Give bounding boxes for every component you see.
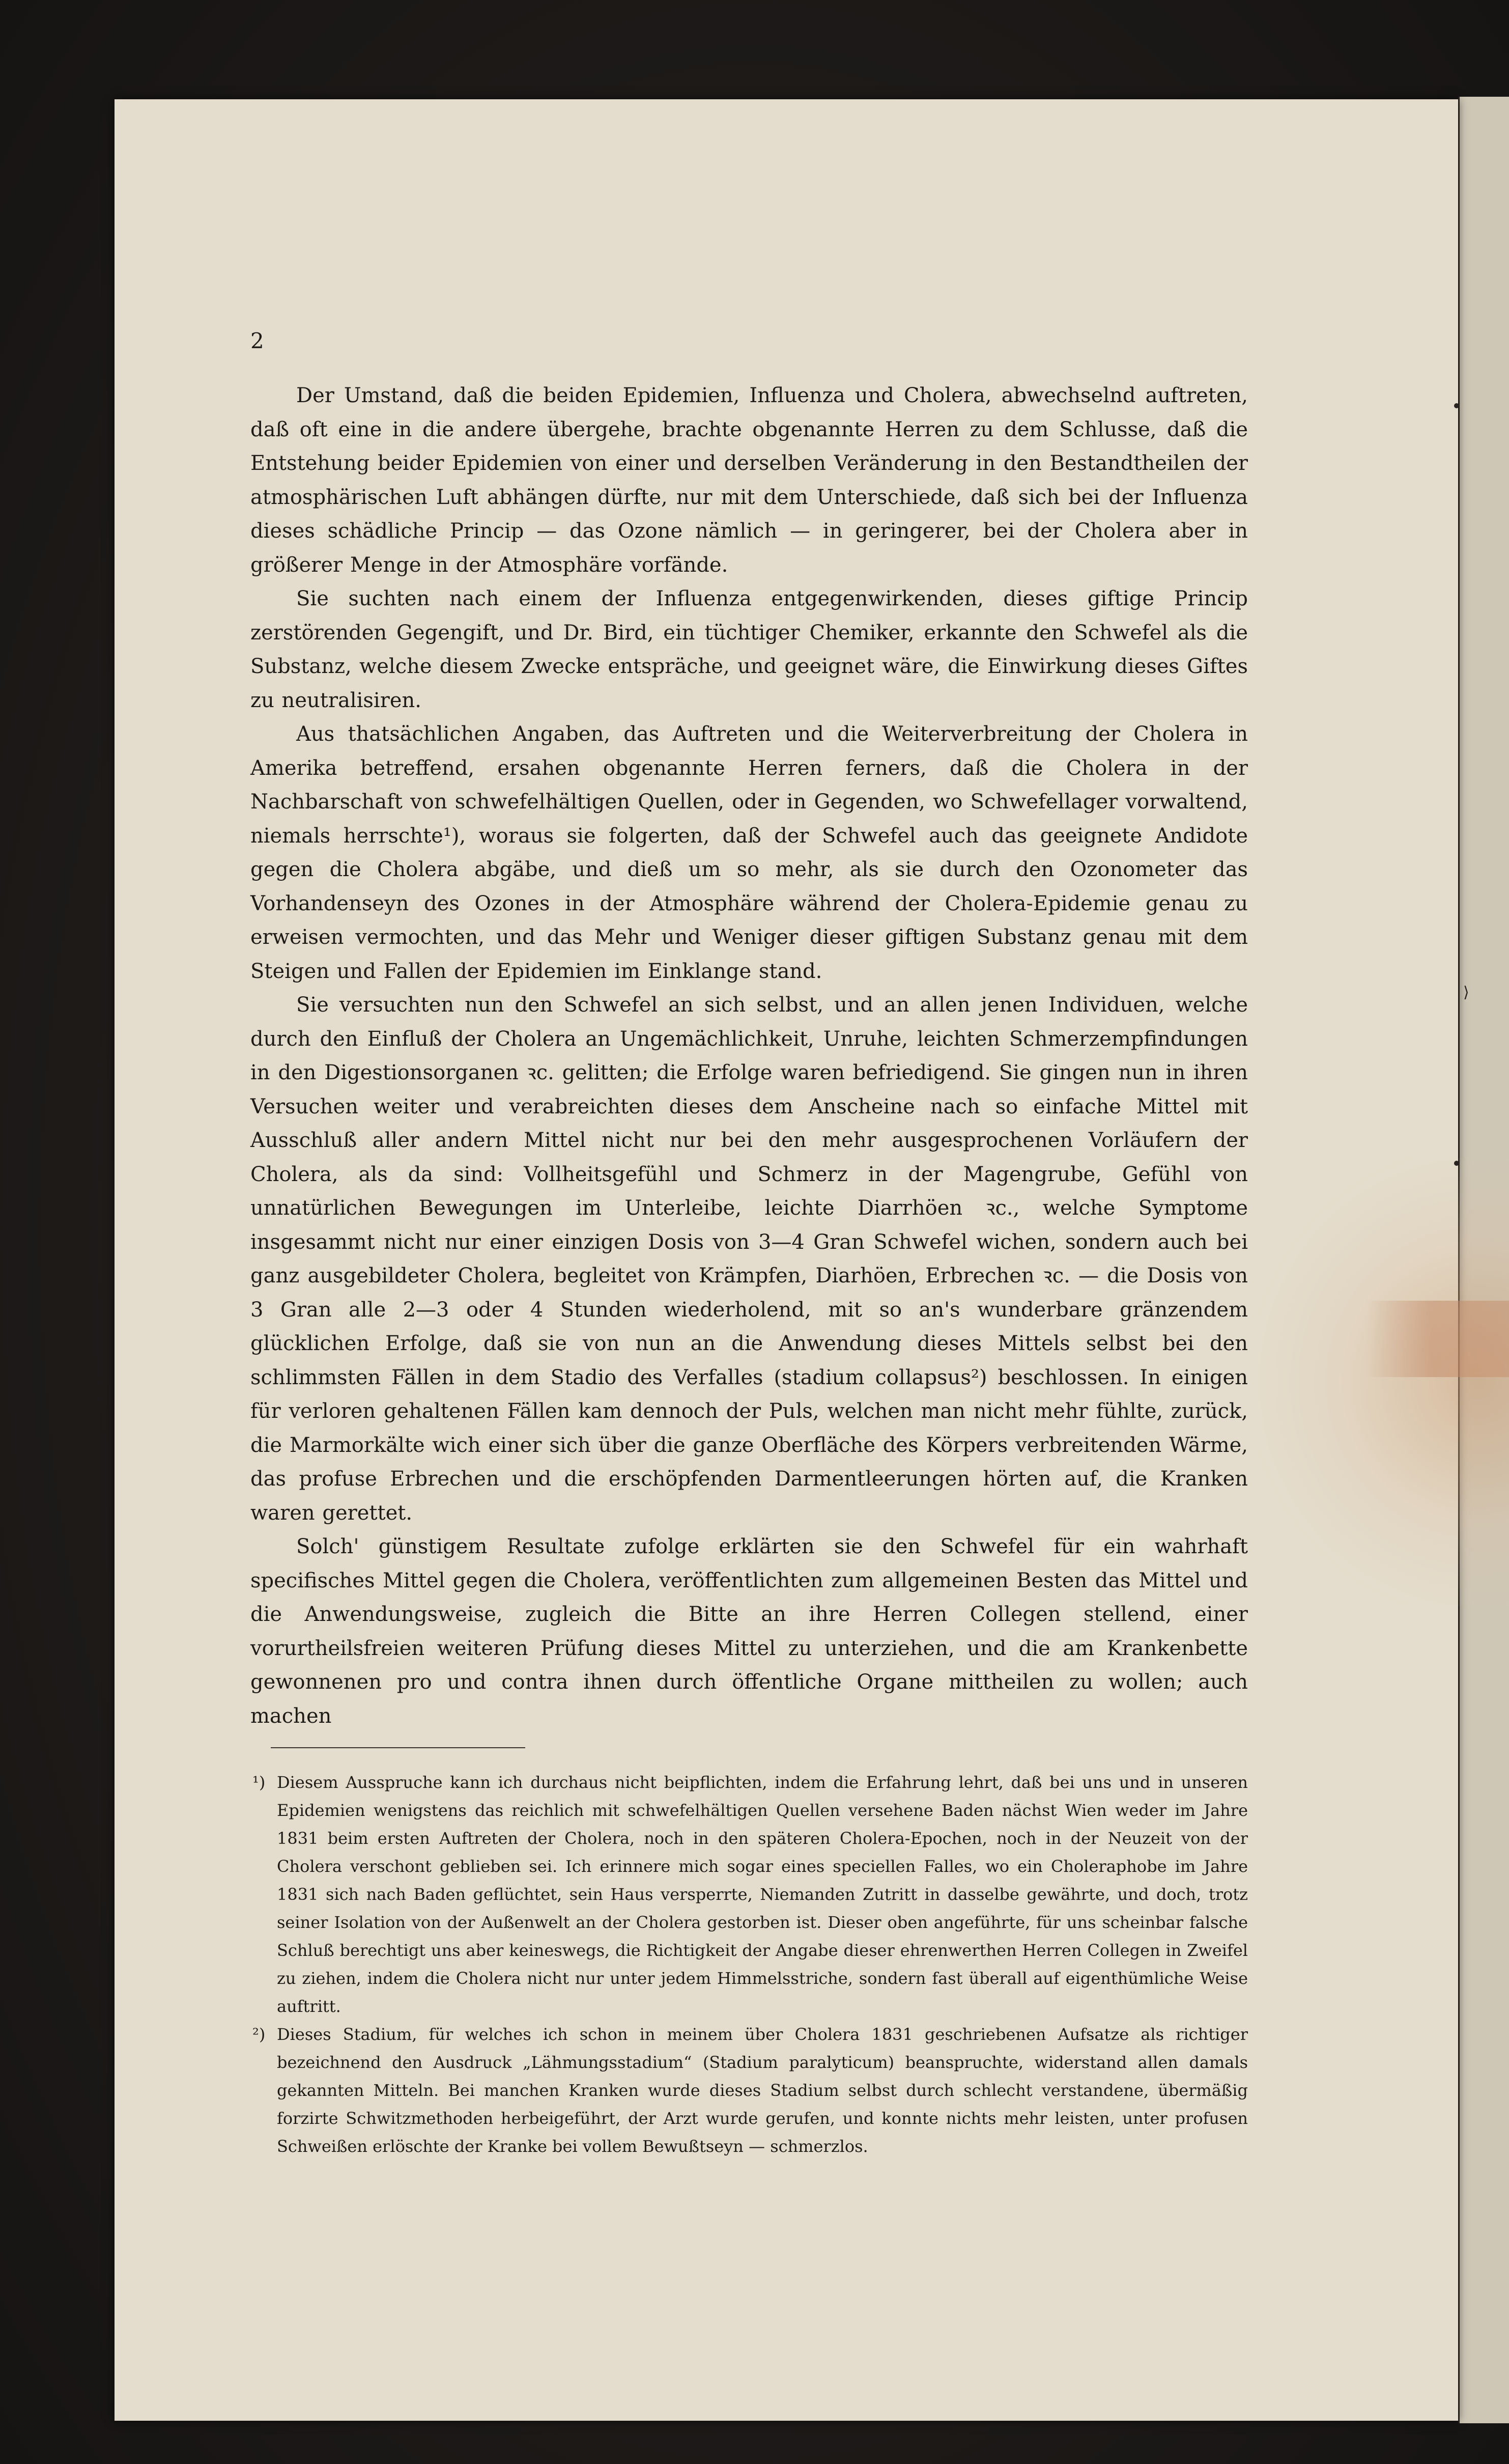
- footnote-divider: [271, 1747, 525, 1748]
- water-stain: [1260, 1158, 1509, 1606]
- paragraph-4: Sie versuchten nun den Schwefel an sich selbst, und an allen jenen Individuen, welche durch den Einfluß der Cholera an Ungemächlichkeit, Unruhe, leichten Schmerzempfindungen in den Digestionsorganen ꝛc. gelitten; die Erfolge waren befriedigend. Sie gingen nun in ihren Versuchen weiter und verabreichten dieses dem Anscheine nach so einfache Mittel mit Ausschluß aller andern Mittel nicht nur bei den mehr ausgesprochenen Vorläufern der Cholera, als da sind: Vollheitsgefühl und Schmerz in der Magengrube, Gefühl von unnatürlichen Bewegungen im Unterleibe, leichte Diarrhöen ꝛc., welche Symptome insgesammt nicht nur einer einzigen Dosis von 3—4 Gran Schwefel wichen, sondern auch bei ganz ausgebildeter Cholera, begleitet von Krämpfen, Diarhöen, Erbrechen ꝛc. — die Dosis von 3 Gran alle 2—3 oder 4 Stunden wiederholend, mit so an's wunderbare gränzendem glücklichen Erfolge, daß sie von nun an die Anwendung dieses Mittels selbst bei den schlimmsten Fällen in dem Stadio des Verfalles (stadium collapsus²) beschlossen. In einigen für verloren gehaltenen Fällen kam dennoch der Puls, welchen man nicht mehr fühlte, zurück, die Marmorkälte wich einer sich über die ganze Oberfläche des Körpers verbreitenden Wärme, das profuse Erbrechen und die erschöpfenden Darmentleerungen hörten auf, die Kranken waren gerettet.: [250, 993, 1248, 1525]
- paragraph-2: Sie suchten nach einem der Influenza entgegenwirkenden, dieses giftige Princip zerstörenden Gegengift, und Dr. Bird, ein tüchtiger Chemiker, erkannte den Schwefel als die Substanz, welche diesem Zwecke entspräche, und geeignet wäre, die Einwirkung dieses Giftes zu neutralisiren.: [250, 587, 1248, 712]
- paragraph-1: Der Umstand, daß die beiden Epidemien, Influenza und Cholera, abwechselnd auftreten, daß oft eine in die andere übergehe, brachte obgenannte Herren zu dem Schlusse, daß die Entstehung beider Epidemien von einer und derselben Veränderung in den Bestandtheilen der atmosphärischen Luft abhängen dürfte, nur mit dem Unterschiede, daß sich bei der Influenza dieses schädliche Princip — das Ozone nämlich — in geringerer, bei der Cholera aber in größerer Menge in der Atmosphäre vorfände.: [250, 384, 1248, 577]
- paragraph-3: Aus thatsächlichen Angaben, das Auftreten und die Weiterverbreitung der Cholera in Amerika betreffend, ersahen obgenannte Herren ferners, daß die Cholera in der Nachbarschaft von schwefelhältigen Quellen, oder in Gegenden, wo Schwefellager vorwaltend, niemals herrschte¹), woraus sie folgerten, daß der Schwefel auch das geeignete Andidote gegen die Cholera abgäbe, und dieß um so mehr, als sie durch den Ozonometer das Vorhandenseyn des Ozones in der Atmosphäre während der Cholera-Epidemie genau zu erweisen vermochten, und das Mehr und Weniger dieser giftigen Substanz genau mit dem Steigen und Fallen der Epidemien im Einklange stand.: [250, 722, 1248, 983]
- tape-stain: [1366, 1301, 1509, 1377]
- footnote-1-marker: ¹): [252, 1773, 266, 1792]
- ink-dot: [1454, 403, 1459, 408]
- page-content: [250, 326, 1248, 2161]
- paragraph-5: Solch' günstigem Resultate zufolge erklärten sie den Schwefel für ein wahrhaft specifisches Mittel gegen die Cholera, veröffentlichten zum allgemeinen Besten das Mittel und die Anwendungsweise, zugleich die Bitte an ihre Herren Collegen stellend, einer vorurtheilsfreien weiteren Prüfung dieses Mittel zu unterziehen, und die am Krankenbette gewonnenen pro und contra ihnen durch öffentliche Organe mittheilen zu wollen; auch machen: [250, 1535, 1248, 1728]
- footnote-2-text: Dieses Stadium, für welches ich schon in meinem über Cholera 1831 geschriebenen Aufsatze als richtiger bezeichnend den Ausdruck „Lähmungsstadium“ (Stadium paralyticum) beanspruchte, widerstand allen damals gekannten Mitteln. Bei manchen Kranken wurde dieses Stadium selbst durch schlecht verstandene, übermäßig forzirte Schwitzmethoden herbeigeführt, der Arzt wurde gerufen, und konnte nichts mehr leisten, unter profusen Schweißen erlöschte der Kranke bei vollem Bewußtseyn — schmerzlos.: [277, 2025, 1248, 2156]
- footnote-1-text: Diesem Ausspruche kann ich durchaus nicht beipflichten, indem die Erfahrung lehrt, daß bei uns und in unseren Epidemien wenigstens das reichlich mit schwefelhältigen Quellen versehene Baden nächst Wien weder im Jahre 1831 beim ersten Auftreten der Cholera, noch in den späteren Cholera-Epochen, noch in der Neuzeit von der Cholera verschont geblieben sei. Ich erinnere mich sogar eines speciellen Falles, wo ein Choleraphobe im Jahre 1831 sich nach Baden geflüchtet, sein Haus versperrte, Niemanden Zutritt in dasselbe gewährte, und doch, trotz seiner Isolation von der Außenwelt an der Cholera gestorben ist. Dieser oben angeführte, für uns scheinbar falsche Schluß berechtigt uns aber keineswegs, die Richtigkeit der Angabe dieser ehrenwerthen Herren Collegen in Zweifel zu ziehen, indem die Cholera nicht nur unter jedem Himmelsstriche, sondern fast überall auf eigenthümliche Weise auftritt.: [277, 1773, 1248, 2016]
- ink-dot: [1454, 1161, 1459, 1166]
- footnote-1: [250, 1769, 1248, 2021]
- footnote-2-marker: ²): [252, 2025, 266, 2044]
- page-number: 2: [250, 328, 264, 353]
- footnote-2: [250, 2021, 1248, 2161]
- margin-mark: ⟩: [1463, 984, 1469, 1001]
